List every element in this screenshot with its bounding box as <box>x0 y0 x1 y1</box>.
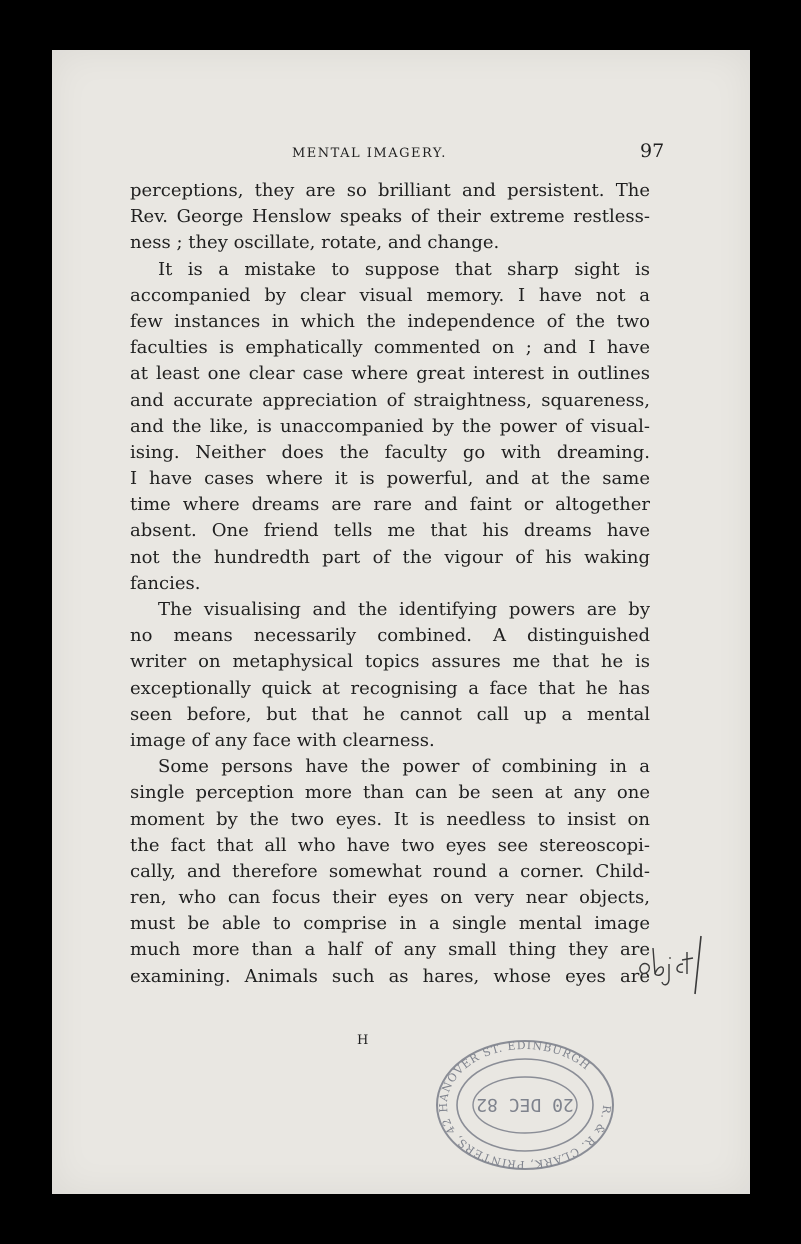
text-line: writer on metaphysical topics assures me that he is <box>130 651 650 673</box>
text-line: perceptions, they are so brilliant and persistent. The <box>130 180 650 201</box>
text-line: It is a mistake to suppose that sharp sight is <box>158 258 650 280</box>
text-line: ising. Neither does the faculty go with dreaming. <box>130 441 650 463</box>
text-line: moment by the two eyes. It is needless to insist on <box>130 808 650 830</box>
handwritten-margin-note <box>635 930 705 1000</box>
stamp-ring-text: R. & R. CLARK, PRINTERS, 42 HANOVER ST. EDINBURGH <box>436 1038 614 1172</box>
text-line: fancies. <box>130 572 201 594</box>
text-line: and accurate appreciation of straightness, squareness, <box>130 389 650 411</box>
text-line: much more than a half of any small thing they are <box>130 939 650 961</box>
text-line: The visualising and the identifying powers are by <box>158 599 650 620</box>
text-line: image of any face with clearness. <box>130 729 435 751</box>
text-line: faculties is emphatically commented on ; and I have <box>130 337 650 359</box>
signature-mark: H <box>357 1033 369 1048</box>
text-line: examining. Animals such as hares, whose eyes are <box>130 965 650 987</box>
text-line: single perception more than can be seen at any one <box>130 782 650 804</box>
text-line: cally, and therefore somewhat round a corner. Child- <box>130 860 650 882</box>
text-line: no means necessarily combined. A distinguished <box>130 625 650 647</box>
page-number: 97 <box>640 140 665 162</box>
body-text <box>130 178 650 990</box>
text-line: the fact that all who have two eyes see stereoscopi- <box>130 834 650 856</box>
text-line: ren, who can focus their eyes on very near objects, <box>130 887 650 909</box>
stamp-date: 20 DEC 82 <box>476 1094 574 1115</box>
text-line: seen before, but that he cannot call up a mental <box>130 703 650 725</box>
text-line: time where dreams are rare and faint or altogether <box>130 494 650 516</box>
text-line: and the like, is unaccompanied by the power of visual- <box>130 415 650 437</box>
text-line: I have cases where it is powerful, and at the same <box>130 468 650 490</box>
text-line: accompanied by clear visual memory. I have not a <box>130 284 650 306</box>
text-line: Rev. George Henslow speaks of their extreme restless- <box>130 206 650 228</box>
text-line: must be able to comprise in a single mental image <box>130 913 650 935</box>
book-page <box>52 50 750 1194</box>
text-line: few instances in which the independence of the two <box>130 310 650 332</box>
text-line: ness ; they oscillate, rotate, and change. <box>130 232 500 254</box>
text-line: not the hundredth part of the vigour of his waking <box>130 546 650 568</box>
text-line: at least one clear case where great interest in outlines <box>130 363 650 385</box>
text-line: absent. One friend tells me that his dreams have <box>130 520 650 542</box>
text-line: exceptionally quick at recognising a face that he has <box>130 677 650 699</box>
running-head: MENTAL IMAGERY. <box>292 146 447 161</box>
text-line: Some persons have the power of combining in a <box>158 756 650 778</box>
printer-stamp <box>430 1035 620 1175</box>
